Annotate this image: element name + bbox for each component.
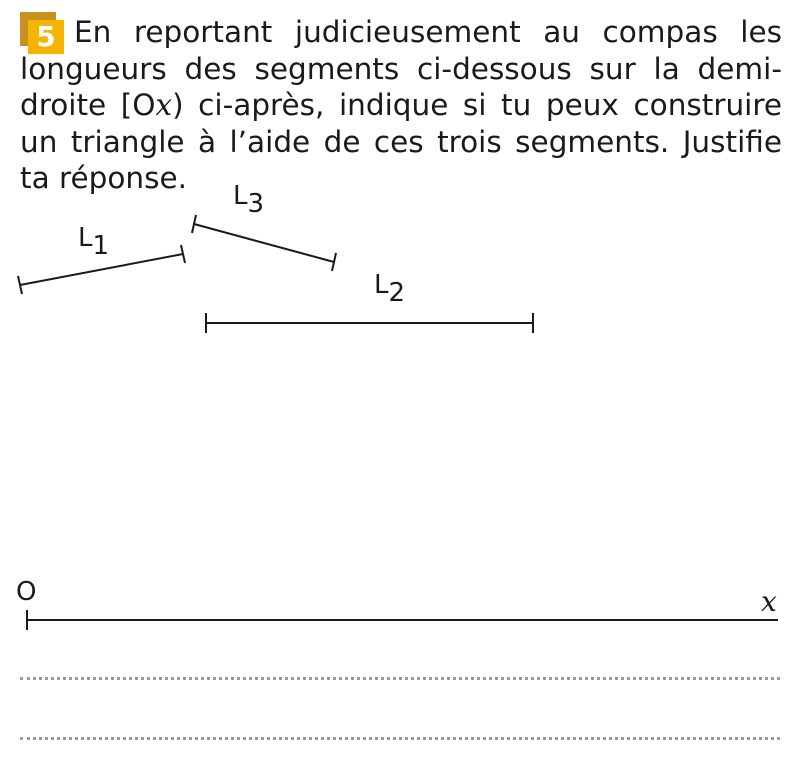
ray-end-label: x (761, 585, 777, 618)
segment-l3 (192, 215, 336, 271)
answer-line-2[interactable] (20, 737, 780, 740)
answer-line-1[interactable] (20, 677, 780, 680)
statement-part-2: ) ci-après, indique si tu peux construire un triangle à l’aide de ces trois segments. Justifie ta réponse. (20, 88, 783, 195)
segment-l3-label: L3 (233, 181, 265, 219)
statement-part-1: En reportant judicieusement au compas les longueurs des segments ci-dessous sur la demi-droite [O (20, 15, 782, 122)
segment-l2-label: L2 (374, 270, 406, 308)
ray-ox (27, 610, 778, 630)
origin-label: O (16, 577, 37, 607)
segment-l2 (206, 313, 533, 333)
statement-variable: x (155, 88, 173, 122)
exercise-number: 5 (28, 20, 64, 54)
segment-l1-label: L1 (78, 223, 110, 261)
